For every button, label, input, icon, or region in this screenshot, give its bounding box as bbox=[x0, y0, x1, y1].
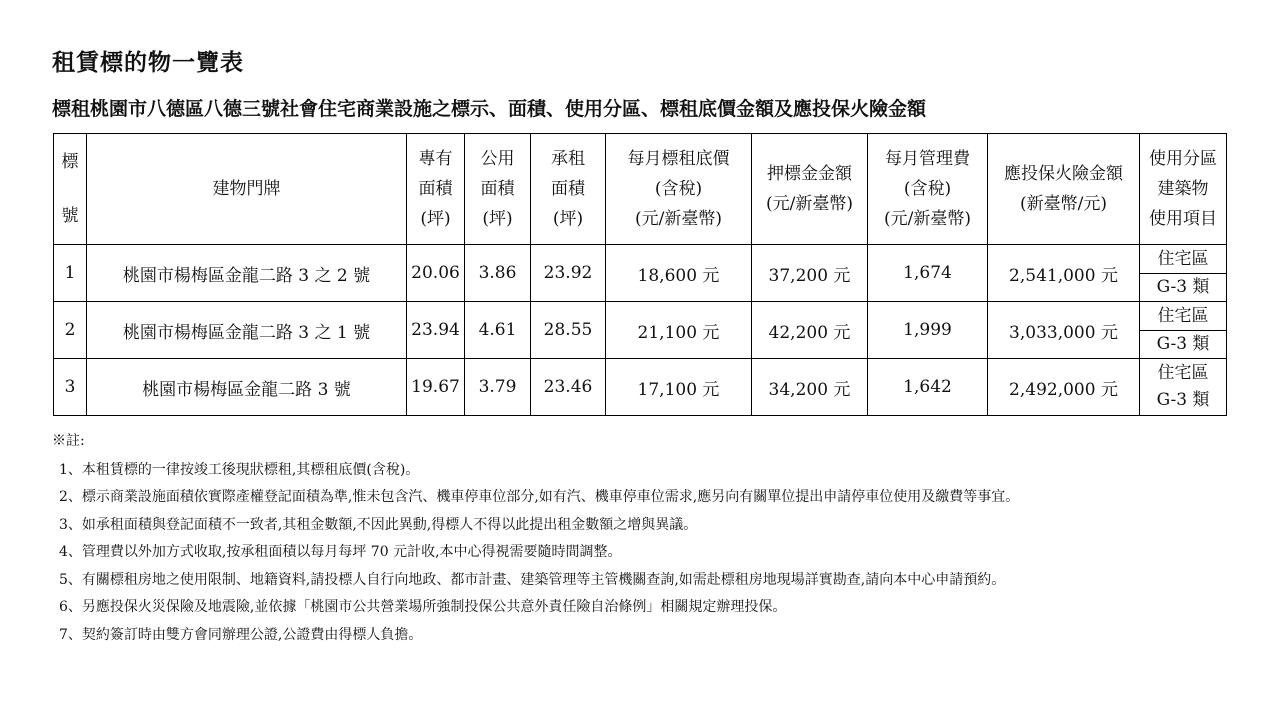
row-no: 2 bbox=[54, 302, 87, 359]
row-no: 1 bbox=[54, 245, 87, 302]
table-header-row bbox=[54, 134, 1227, 245]
header-mgmt-fee: 每月管理費 (含稅) (元/新臺幣) bbox=[868, 134, 988, 245]
row-zoning bbox=[1140, 245, 1227, 302]
row-fire-insurance: 2,541,000 元 bbox=[988, 245, 1140, 302]
row-zoning bbox=[1140, 302, 1227, 359]
note-item: 5、有關標租房地之使用限制、地籍資料,請投標人自行向地政、都市計畫、建築管理等主管機關查詢,如需赴標租房地現場詳實勘查,請向本中心申請預約。 bbox=[59, 571, 1006, 588]
lease-table bbox=[53, 133, 1227, 416]
row-mgmt-fee: 1,999 bbox=[868, 302, 988, 359]
row-mgmt-fee: 1,642 bbox=[868, 359, 988, 416]
header-private-area: 專有 面積 (坪) bbox=[407, 134, 465, 245]
row-lease-area: 28.55 bbox=[531, 302, 606, 359]
row-public-area: 4.61 bbox=[465, 302, 531, 359]
row-private-area: 19.67 bbox=[407, 359, 465, 416]
page-subtitle: 標租桃園市八德區八德三號社會住宅商業設施之標示、面積、使用分區、標租底價金額及應投保火險金額 bbox=[52, 98, 927, 120]
row-zone: 住宅區 bbox=[1140, 303, 1226, 331]
header-address: 建物門牌 bbox=[87, 134, 407, 245]
row-lease-area: 23.92 bbox=[531, 245, 606, 302]
row-zone: 住宅區 bbox=[1140, 246, 1226, 274]
row-lease-area: 23.46 bbox=[531, 359, 606, 416]
row-deposit: 34,200 元 bbox=[752, 359, 868, 416]
page-title: 租賃標的物一覽表 bbox=[52, 49, 244, 76]
row-fire-insurance: 2,492,000 元 bbox=[988, 359, 1140, 416]
row-no: 3 bbox=[54, 359, 87, 416]
table-row bbox=[54, 302, 1227, 359]
row-category: G-3 類 bbox=[1156, 333, 1210, 354]
header-fire-insurance: 應投保火險金額 (新臺幣/元) bbox=[988, 134, 1140, 245]
table-row bbox=[54, 359, 1227, 416]
row-zone: 住宅區 bbox=[1157, 363, 1209, 383]
header-deposit: 押標金金額 (元/新臺幣) bbox=[752, 134, 868, 245]
row-base-price: 21,100 元 bbox=[606, 302, 752, 359]
row-mgmt-fee: 1,674 bbox=[868, 245, 988, 302]
note-item: 1、本租賃標的一律按竣工後現狀標租,其標租底價(含稅)。 bbox=[59, 461, 420, 478]
row-fire-insurance: 3,033,000 元 bbox=[988, 302, 1140, 359]
row-zoning bbox=[1140, 359, 1227, 416]
notes-section bbox=[52, 428, 1266, 649]
row-deposit: 42,200 元 bbox=[752, 302, 868, 359]
row-private-area: 20.06 bbox=[407, 245, 465, 302]
note-item: 3、如承租面積與登記面積不一致者,其租金數額,不因此異動,得標人不得以此提出租金數額之增與異議。 bbox=[59, 516, 698, 533]
note-item: 4、管理費以外加方式收取,按承租面積以每月每坪 70 元計收,本中心得視需要隨時間調整。 bbox=[59, 544, 622, 560]
row-category: G-3 類 bbox=[1156, 390, 1210, 410]
note-item: 6、另應投保火災保險及地震險,並依據「桃園市公共營業場所強制投保公共意外責任險自治條例」相關規定辦理投保。 bbox=[59, 599, 787, 615]
header-zoning: 使用分區 建築物 使用項目 bbox=[1140, 134, 1227, 245]
row-base-price: 18,600 元 bbox=[606, 245, 752, 302]
note-item: 2、標示商業設施面積依實際產權登記面積為準,惟未包含汽、機車停車位部分,如有汽、機車停車位需求,應另向有關單位提出申請停車位使用及繳費等事宜。 bbox=[59, 489, 1020, 505]
header-lease-area: 承租 面積 (坪) bbox=[531, 134, 606, 245]
row-address: 桃園市楊梅區金龍二路 3 之 2 號 bbox=[87, 245, 407, 302]
row-address: 桃園市楊梅區金龍二路 3 之 1 號 bbox=[87, 302, 407, 359]
row-deposit: 37,200 元 bbox=[752, 245, 868, 302]
row-address: 桃園市楊梅區金龍二路 3 號 bbox=[87, 359, 407, 416]
header-public-area: 公用 面積 (坪) bbox=[465, 134, 531, 245]
row-public-area: 3.86 bbox=[465, 245, 531, 302]
row-private-area: 23.94 bbox=[407, 302, 465, 359]
row-base-price: 17,100 元 bbox=[606, 359, 752, 416]
row-public-area: 3.79 bbox=[465, 359, 531, 416]
header-base-price: 每月標租底價 (含稅) (元/新臺幣) bbox=[606, 134, 752, 245]
note-item: 7、契約簽訂時由雙方會同辦理公證,公證費由得標人負擔。 bbox=[59, 626, 423, 643]
header-no: 標 號 bbox=[54, 134, 87, 245]
table-row bbox=[54, 245, 1227, 302]
row-category: G-3 類 bbox=[1156, 276, 1210, 297]
notes-heading: ※註: bbox=[52, 433, 85, 449]
